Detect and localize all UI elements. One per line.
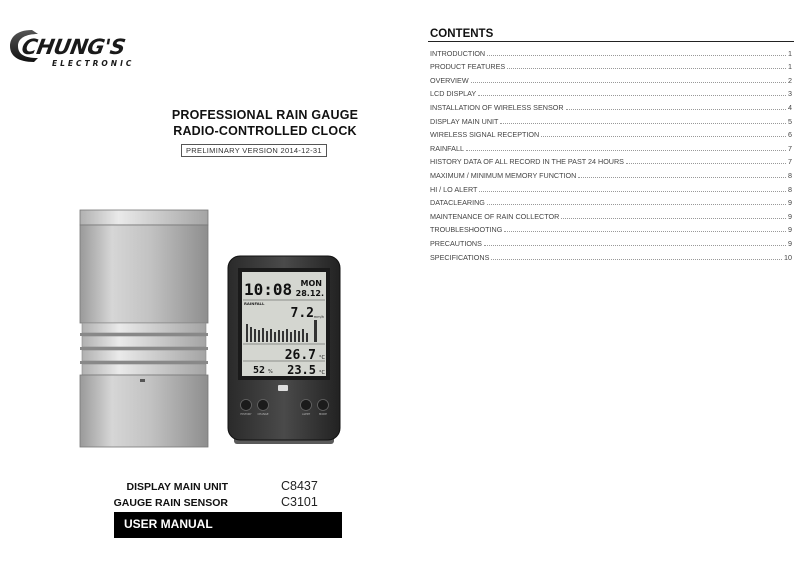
logo-sub-text: ELECTRONIC bbox=[52, 59, 135, 68]
lcd-indoor-temp: 23.5 bbox=[287, 363, 316, 377]
toc-entry-page: 9 bbox=[788, 225, 792, 235]
change-button-label: CHANGE bbox=[257, 413, 269, 416]
toc-entry[interactable] bbox=[430, 71, 792, 85]
user-manual-banner bbox=[114, 512, 342, 538]
toc-entry[interactable] bbox=[430, 112, 792, 126]
toc-dot-leader bbox=[507, 68, 786, 69]
toc-entry[interactable] bbox=[430, 234, 792, 248]
logo-main-text: CHUNG'S bbox=[19, 34, 128, 59]
toc-entry-page: 5 bbox=[788, 116, 792, 126]
toc-entry-page: 9 bbox=[788, 211, 792, 221]
toc-entry[interactable] bbox=[430, 194, 792, 208]
lcd-humidity: 52 bbox=[253, 365, 266, 376]
table-of-contents bbox=[430, 44, 792, 262]
change-button bbox=[258, 400, 269, 411]
toc-entry[interactable] bbox=[430, 221, 792, 235]
model-code-rain-sensor: C3101 bbox=[281, 495, 318, 509]
toc-entry-title: RAINFALL bbox=[430, 143, 464, 153]
toc-entry[interactable] bbox=[430, 58, 792, 72]
chungs-electronic-logo bbox=[8, 24, 176, 70]
mode-button-label: MODE bbox=[319, 413, 327, 416]
toc-entry-title: INTRODUCTION bbox=[430, 48, 486, 58]
contents-heading: CONTENTS bbox=[430, 28, 494, 40]
history-button bbox=[241, 400, 252, 411]
toc-dot-leader bbox=[626, 163, 786, 164]
toc-entry-title: TROUBLESHOOTING bbox=[430, 225, 503, 235]
toc-entry[interactable] bbox=[430, 98, 792, 112]
toc-entry-title: HI / LO ALERT bbox=[430, 184, 478, 194]
toc-dot-leader bbox=[578, 177, 786, 178]
lcd-day: MON bbox=[300, 279, 322, 288]
toc-entry-page: 6 bbox=[788, 130, 792, 140]
toc-entry[interactable] bbox=[430, 166, 792, 180]
toc-entry-page: 8 bbox=[788, 184, 792, 194]
toc-entry[interactable] bbox=[430, 248, 792, 262]
toc-dot-leader bbox=[500, 123, 786, 124]
toc-entry-title: LCD DISPLAY bbox=[430, 89, 477, 99]
toc-entry-title: MAINTENANCE OF RAIN COLLECTOR bbox=[430, 211, 560, 221]
toc-entry-title: WIRELESS SIGNAL RECEPTION bbox=[430, 130, 540, 140]
toc-entry-page: 1 bbox=[788, 48, 792, 58]
toc-dot-leader bbox=[561, 218, 786, 219]
alert-button-label: ALERT bbox=[301, 413, 311, 416]
toc-dot-leader bbox=[491, 259, 782, 260]
model-label-rain-sensor: GAUGE RAIN SENSOR bbox=[113, 497, 228, 509]
cover-title-line-2: RADIO-CONTROLLED CLOCK bbox=[173, 124, 357, 138]
toc-entry[interactable] bbox=[430, 153, 792, 167]
display-main-unit-image bbox=[226, 254, 342, 448]
toc-entry[interactable] bbox=[430, 139, 792, 153]
toc-entry-page: 2 bbox=[788, 75, 792, 85]
toc-entry-title: DISPLAY MAIN UNIT bbox=[430, 116, 499, 126]
toc-dot-leader bbox=[566, 109, 786, 110]
toc-entry-title: PRODUCT FEATURES bbox=[430, 62, 506, 72]
lcd-outdoor-temp: 26.7 bbox=[284, 348, 316, 363]
toc-entry-title: PRECAUTIONS bbox=[430, 238, 482, 248]
toc-dot-leader bbox=[471, 82, 786, 83]
toc-entry-page: 10 bbox=[784, 252, 792, 262]
alert-button bbox=[301, 400, 312, 411]
toc-dot-leader bbox=[487, 55, 786, 56]
toc-entry-title: INSTALLATION OF WIRELESS SENSOR bbox=[430, 102, 564, 112]
history-button-label: HISTORY bbox=[240, 413, 252, 416]
rain-sensor-image bbox=[78, 208, 210, 448]
toc-entry[interactable] bbox=[430, 44, 792, 58]
lcd-rainfall-label: RAINFALL bbox=[244, 301, 265, 306]
toc-entry-page: 9 bbox=[788, 238, 792, 248]
toc-dot-leader bbox=[487, 204, 786, 205]
model-label-main-unit: DISPLAY MAIN UNIT bbox=[126, 481, 228, 493]
cover-title-line-1: PROFESSIONAL RAIN GAUGE bbox=[171, 108, 359, 122]
lcd-indoor-temp-unit: °C bbox=[319, 370, 325, 376]
toc-entry-page: 4 bbox=[788, 102, 792, 112]
lcd-time: 10:08 bbox=[244, 280, 293, 299]
toc-dot-leader bbox=[478, 95, 786, 96]
toc-dot-leader bbox=[479, 191, 786, 192]
toc-entry-title: MAXIMUM / MINIMUM MEMORY FUNCTION bbox=[430, 170, 577, 180]
toc-entry[interactable] bbox=[430, 207, 792, 221]
toc-entry-page: 7 bbox=[788, 157, 792, 167]
toc-dot-leader bbox=[541, 136, 786, 137]
sensor-window bbox=[278, 385, 288, 391]
toc-entry[interactable] bbox=[430, 85, 792, 99]
mode-button bbox=[318, 400, 329, 411]
model-code-main-unit: C8437 bbox=[281, 479, 318, 493]
toc-entry-page: 1 bbox=[788, 62, 792, 72]
toc-dot-leader bbox=[466, 150, 786, 151]
lcd-rain-unit: mm/h bbox=[313, 315, 324, 319]
toc-entry-page: 9 bbox=[788, 198, 792, 208]
contents-divider bbox=[428, 41, 794, 42]
toc-entry[interactable] bbox=[430, 126, 792, 140]
toc-entry-page: 7 bbox=[788, 143, 792, 153]
lcd-humidity-unit: % bbox=[268, 369, 273, 375]
toc-entry-title: HISTORY DATA OF ALL RECORD IN THE PAST 24 HOURS bbox=[430, 157, 624, 167]
toc-dot-leader bbox=[504, 231, 786, 232]
preliminary-version-label: PRELIMINARY VERSION 2014-12-31 bbox=[181, 144, 327, 157]
toc-entry[interactable] bbox=[430, 180, 792, 194]
toc-entry-title: DATACLEARING bbox=[430, 198, 485, 208]
lcd-outdoor-temp-unit: °C bbox=[319, 355, 325, 361]
toc-entry-title: SPECIFICATIONS bbox=[430, 252, 490, 262]
lcd-rain-value: 7.2 bbox=[290, 306, 314, 321]
toc-entry-page: 3 bbox=[788, 89, 792, 99]
user-manual-title: USER MANUAL bbox=[124, 517, 213, 531]
toc-entry-page: 8 bbox=[788, 170, 792, 180]
toc-dot-leader bbox=[484, 245, 786, 246]
toc-entry-title: OVERVIEW bbox=[430, 75, 469, 85]
lcd-date: 28.12. bbox=[295, 289, 324, 298]
